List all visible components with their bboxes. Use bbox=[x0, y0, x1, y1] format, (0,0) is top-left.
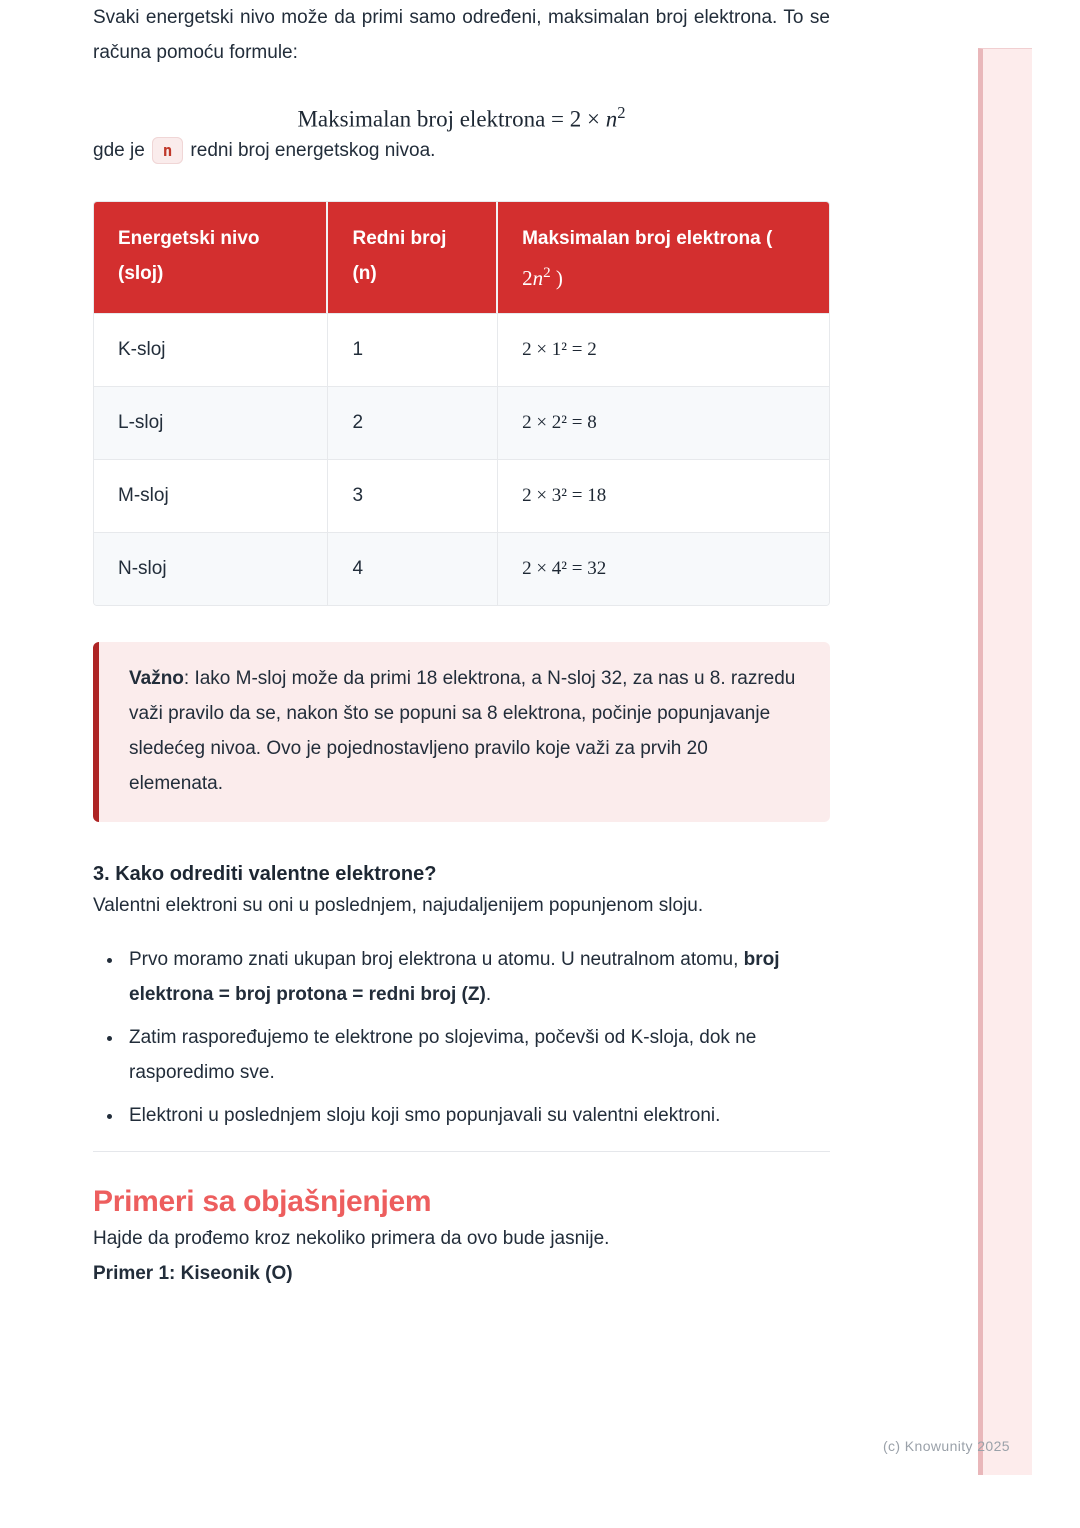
cell-level: L-sloj bbox=[94, 386, 328, 459]
cell-max: 2 × 3² = 18 bbox=[498, 459, 829, 532]
cell-level: N-sloj bbox=[94, 532, 328, 605]
cell-n: 4 bbox=[328, 532, 498, 605]
callout-text bbox=[129, 661, 800, 801]
note-text-after: redni broj energetskog nivoa. bbox=[190, 139, 436, 161]
section-divider bbox=[93, 1151, 830, 1152]
formula-text: Maksimalan broj elektrona = 2 × bbox=[297, 106, 606, 132]
cell-max: 2 × 4² = 32 bbox=[498, 532, 829, 605]
formula-note bbox=[93, 133, 830, 168]
cell-max: 2 × 2² = 8 bbox=[498, 386, 829, 459]
list-item-bold: broj elektrona = broj protona = redni broj (Z) bbox=[129, 948, 780, 1005]
page-edge-stripe bbox=[978, 48, 1032, 1475]
header-line: (sloj) bbox=[118, 262, 164, 284]
header-energy-level bbox=[94, 202, 328, 313]
section-heading: 3. Kako odrediti valentne elektrone? bbox=[93, 862, 437, 885]
cell-n: 1 bbox=[328, 313, 498, 386]
table-header-row bbox=[94, 202, 829, 313]
cell-level: M-sloj bbox=[94, 459, 328, 532]
math-close-paren: ) bbox=[550, 265, 563, 290]
math-variable: n bbox=[532, 265, 544, 290]
callout-title: Važno bbox=[129, 667, 184, 689]
valence-steps-list bbox=[93, 942, 830, 1133]
header-line: Maksimalan broj elektrona ( bbox=[522, 227, 773, 249]
list-item: • Zatim raspoređujemo te elektrone po slojevima, počevši od K-sloja, dok ne rasporedimo sve. bbox=[124, 1020, 830, 1090]
inline-code-n: n bbox=[152, 137, 184, 164]
example1-title: Primer 1: Kiseonik (O) bbox=[93, 1262, 293, 1284]
max-electrons-formula bbox=[93, 103, 830, 133]
callout-body: : Iako M-sloj može da primi 18 elektrona, a N-sloj 32, za nas u 8. razredu važi pravilo da se, nakon što se popuni sa 8 elektrona, počinje popunjavanje sledećeg nivoa. Ovo je pojednostavljeno pravilo koje važi za prvih 20 elemenata. bbox=[129, 667, 796, 794]
math-coefficient: 2 bbox=[522, 265, 533, 290]
table-row bbox=[94, 532, 829, 605]
document-content bbox=[93, 0, 830, 1291]
header-ordinal-number bbox=[328, 202, 498, 313]
copyright-footer: (c) Knowunity 2025 bbox=[882, 1438, 1010, 1454]
header-line: (n) bbox=[352, 262, 377, 284]
intro-paragraph: Svaki energetski nivo može da primi samo određeni, maksimalan broj elektrona. To se računa pomoću formule: bbox=[93, 7, 830, 63]
formula-variable: n bbox=[605, 106, 618, 132]
electron-levels-table bbox=[93, 201, 830, 606]
list-item: • Elektroni u poslednjem sloju koji smo popunjavali su valentni elektroni. bbox=[124, 1098, 830, 1133]
list-item-text: Prvo moramo znati ukupan broj elektrona u atomu. U neutralnom atomu, bbox=[129, 948, 744, 970]
cell-level: K-sloj bbox=[94, 313, 328, 386]
header-line: Redni broj bbox=[352, 227, 447, 249]
table-row bbox=[94, 459, 829, 532]
important-callout bbox=[93, 642, 830, 822]
cell-n: 3 bbox=[328, 459, 498, 532]
list-item bbox=[124, 942, 830, 1012]
examples-intro: Hajde da prođemo kroz nekoliko primera da ovo bude jasnije. bbox=[93, 1227, 610, 1249]
list-item-suffix: . bbox=[485, 983, 492, 1005]
header-math bbox=[522, 256, 805, 296]
table-row bbox=[94, 313, 829, 386]
table-row bbox=[94, 386, 829, 459]
formula-exponent: 2 bbox=[617, 103, 626, 122]
note-text-before: gde je bbox=[93, 139, 145, 161]
cell-max: 2 × 1² = 2 bbox=[498, 313, 829, 386]
section-intro: Valentni elektroni su oni u poslednjem, najudaljenijem popunjenom sloju. bbox=[93, 894, 704, 916]
cell-n: 2 bbox=[328, 386, 498, 459]
math-exponent: 2 bbox=[543, 264, 551, 281]
header-max-electrons bbox=[498, 202, 829, 313]
header-line: Energetski nivo bbox=[118, 227, 260, 249]
examples-heading: Primeri sa objašnjenjem bbox=[93, 1184, 432, 1218]
